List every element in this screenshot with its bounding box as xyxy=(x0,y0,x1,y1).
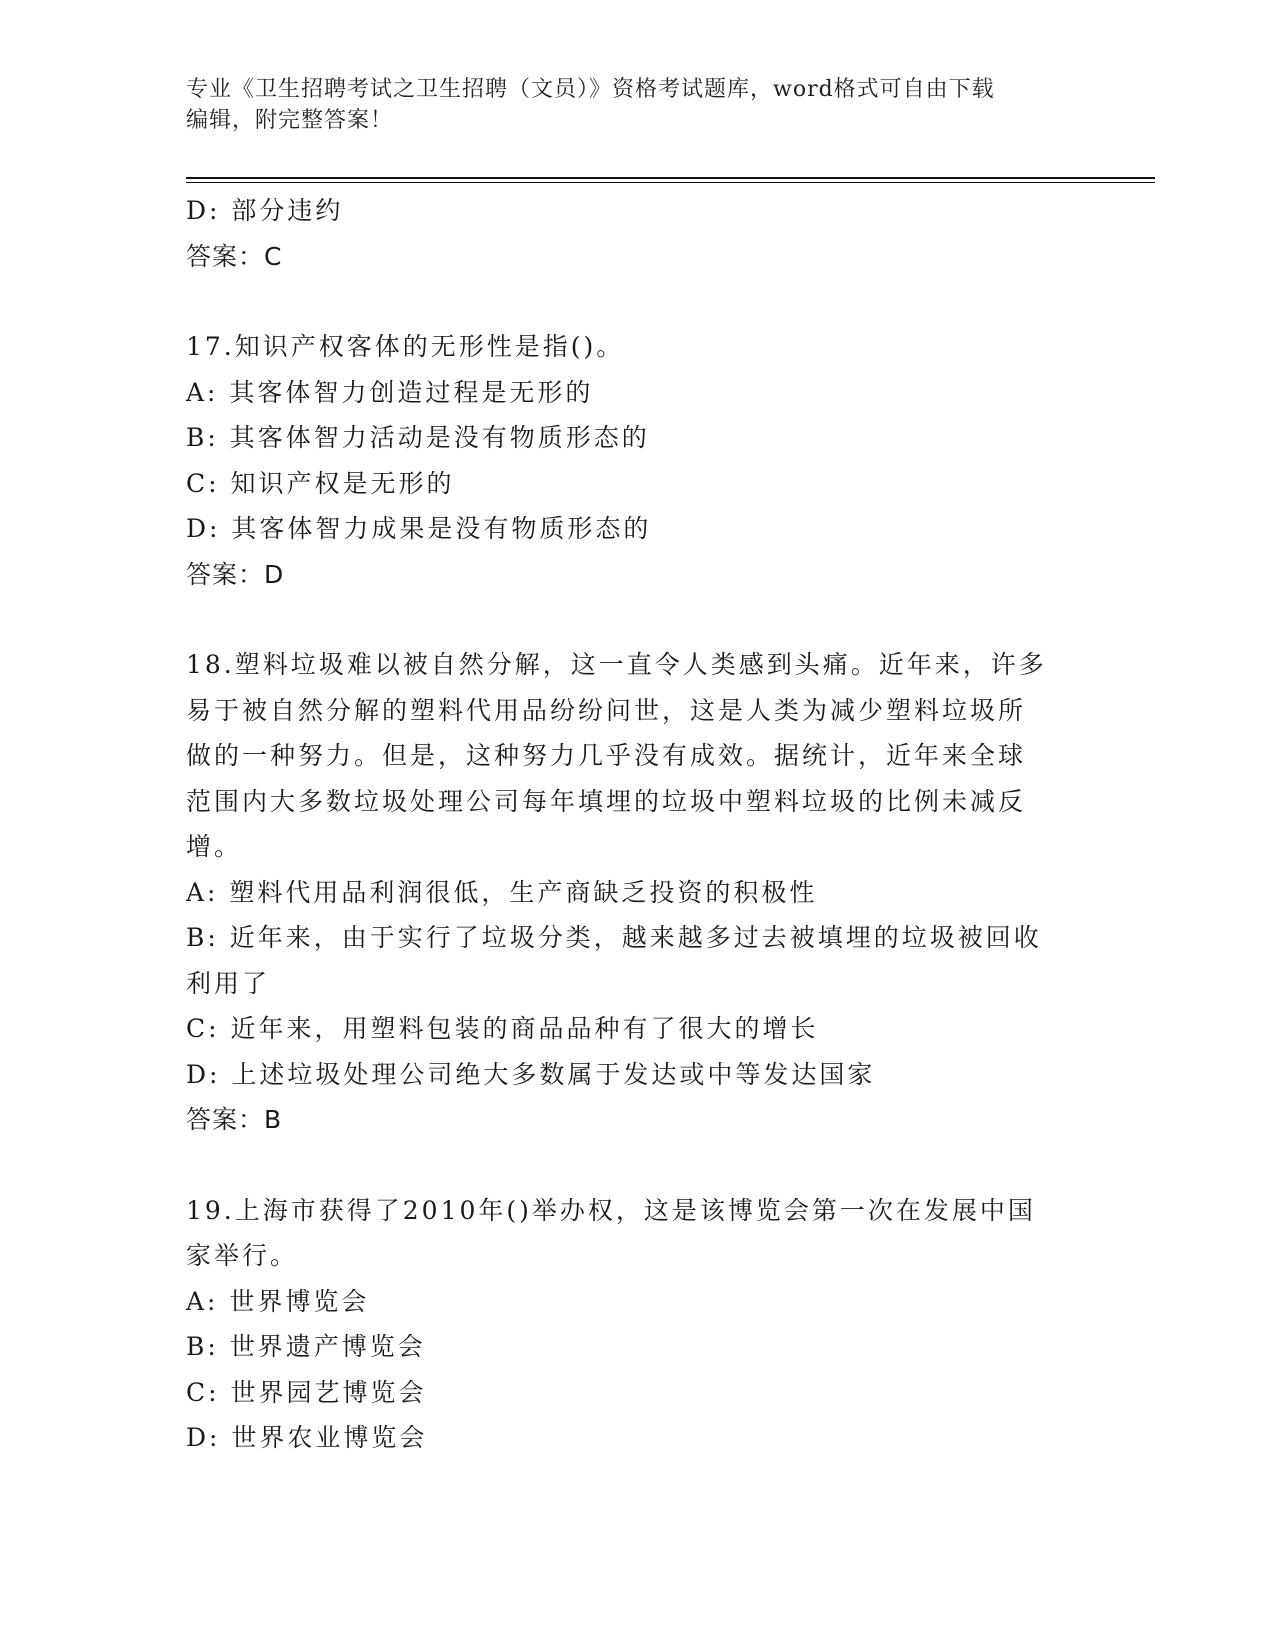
question-stem: 家举行。 xyxy=(186,1241,299,1270)
question-stem: 17.知识产权客体的无形性是指()。 xyxy=(186,332,625,361)
question-18 xyxy=(186,642,1076,1143)
spacer xyxy=(186,279,1076,324)
option-b: B: 近年来，由于实行了垃圾分类，越来越多过去被填埋的垃圾被回收 xyxy=(186,923,1042,952)
answer-line: 答案：C xyxy=(186,241,283,271)
question-stem: 增。 xyxy=(186,832,243,861)
question-stem: 19.上海市获得了2010年()举办权，这是该博览会第一次在发展中国 xyxy=(186,1195,1036,1225)
question-17 xyxy=(186,324,1076,597)
option-a: A: 其客体智力创造过程是无形的 xyxy=(186,377,594,407)
header-line-2: 编辑，附完整答案！ xyxy=(186,108,394,133)
option-b-continued: 利用了 xyxy=(186,968,271,998)
spacer xyxy=(186,597,1076,642)
option-a: A: 塑料代用品利润很低，生产商缺乏投资的积极性 xyxy=(186,877,818,907)
header-line-1: 专业《卫生招聘考试之卫生招聘（文员）》资格考试题库，word格式可自由下载 xyxy=(186,77,995,102)
option-d: D: 其客体智力成果是没有物质形态的 xyxy=(186,514,652,543)
header-divider-thin xyxy=(186,182,1155,183)
option-d: D: 世界农业博览会 xyxy=(186,1423,428,1452)
option-c: C: 近年来，用塑料包装的商品品种有了很大的增长 xyxy=(186,1014,819,1043)
option-d: D: 上述垃圾处理公司绝大多数属于发达或中等发达国家 xyxy=(186,1059,876,1089)
option-a: A: 世界博览会 xyxy=(186,1286,370,1316)
question-19 xyxy=(186,1188,1076,1461)
option-b: B: 世界遗产博览会 xyxy=(186,1332,426,1361)
question-stem: 易于被自然分解的塑料代用品纷纷问世，这是人类为减少塑料垃圾所 xyxy=(186,695,1027,725)
spacer xyxy=(186,1143,1076,1188)
answer-line: 答案：D xyxy=(186,559,285,589)
option-c: C: 世界园艺博览会 xyxy=(186,1377,427,1407)
document-header xyxy=(186,74,1086,136)
header-divider-thick xyxy=(186,177,1155,179)
question-stem: 范围内大多数垃圾处理公司每年填埋的垃圾中塑料垃圾的比例未减反 xyxy=(186,786,1027,816)
question-stem: 18.塑料垃圾难以被自然分解，这一直令人类感到头痛。近年来，许多 xyxy=(186,650,1047,679)
option-c: C: 知识产权是无形的 xyxy=(186,468,455,498)
option-b: B: 其客体智力活动是没有物质形态的 xyxy=(186,423,650,452)
question-16-tail xyxy=(186,188,1076,279)
document-body xyxy=(186,188,1076,1461)
answer-line: 答案：B xyxy=(186,1105,283,1134)
question-stem: 做的一种努力。但是，这种努力几乎没有成效。据统计，近年来全球 xyxy=(186,741,1027,770)
option-d: D: 部分违约 xyxy=(186,196,344,225)
